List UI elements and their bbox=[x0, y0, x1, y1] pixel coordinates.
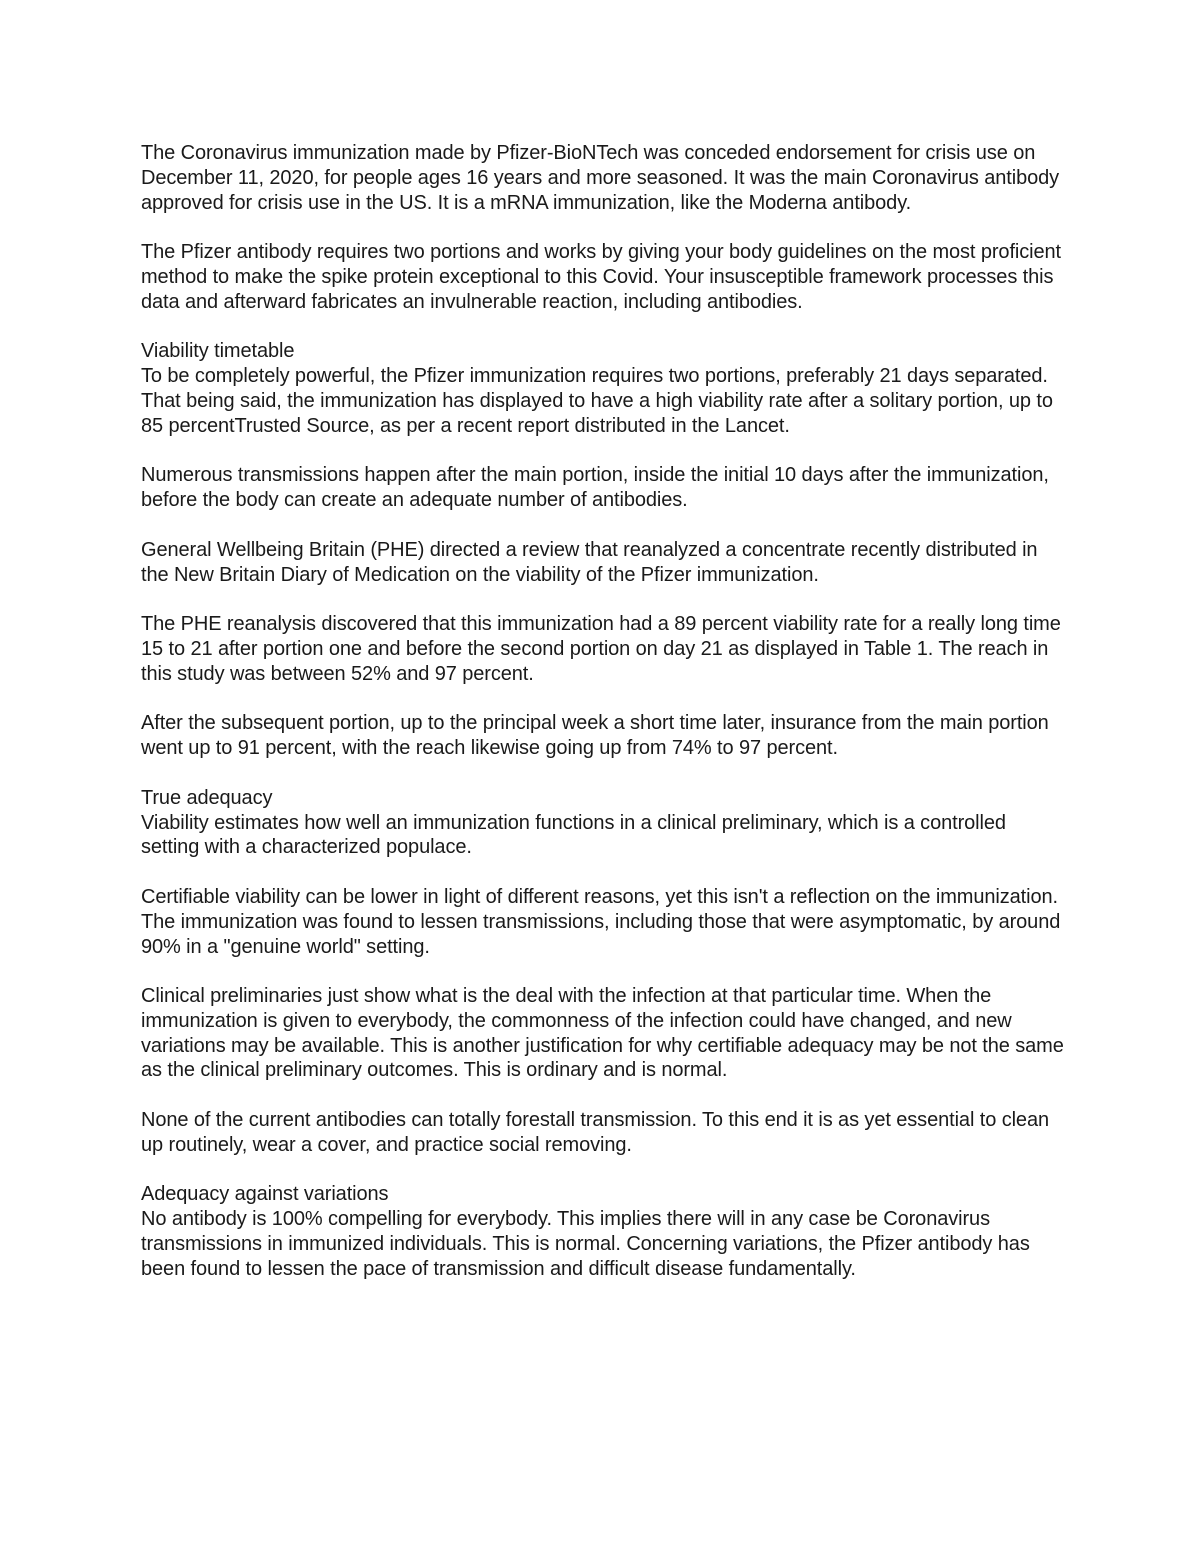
paragraph: General Wellbeing Britain (PHE) directed a review that reanalyzed a concentrate recently distributed in the New Britain Diary of Medication on the viability of the Pfizer immunization. bbox=[141, 538, 1038, 586]
paragraph: Numerous transmissions happen after the main portion, inside the initial 10 days after the immunization, before the body can create an adequate number of antibodies. bbox=[141, 464, 1049, 512]
section-viability-timetable bbox=[141, 339, 1066, 438]
paragraph: None of the current antibodies can totally forestall transmission. To this end it is as yet essential to clean up routinely, wear a cover, and practice social removing. bbox=[141, 1109, 1050, 1156]
paragraph: The PHE reanalysis discovered that this immunization had a 89 percent viability rate for a really long time 15 to 21 after portion one and before the second portion on day 21 as displayed in Table 1. The reach in this study was between 52% and 97 percent. bbox=[141, 613, 1061, 685]
paragraph: After the subsequent portion, up to the principal week a short time later, insurance from the main portion went up to 91 percent, with the reach likewise going up from 74% to 97 percent. bbox=[141, 712, 1049, 760]
section-heading: Adequacy against variations bbox=[141, 1183, 389, 1206]
document-body bbox=[141, 141, 1066, 1306]
paragraph: Certifiable viability can be lower in light of different reasons, yet this isn't a reflection on the immunization. The immunization was found to lessen transmissions, including those that were asymptomatic, by around 90% in a "genuine world" setting. bbox=[141, 885, 1061, 958]
section-intro: Viability estimates how well an immunization functions in a clinical preliminary, which is a controlled setting with a characterized populace. bbox=[141, 811, 1006, 859]
paragraph-mechanism: The Pfizer antibody requires two portions and works by giving your body guidelines on the most proficient method to make the spike protein exceptional to this Covid. Your insusceptible framework processes this data and afterward fabricates an invulnerable reaction, including antibodies. bbox=[141, 241, 1061, 313]
section-heading: Viability timetable bbox=[141, 340, 295, 363]
paragraph-intro: The Coronavirus immunization made by Pfizer-BioNTech was conceded endorsement for crisis use on December 11, 2020, for people ages 16 years and more seasoned. It was the main Coronavirus antibody approved for crisis use in the US. It is a mRNA immunization, like the Moderna antibody. bbox=[141, 142, 1060, 214]
section-adequacy-against-variations bbox=[141, 1182, 1066, 1281]
section-intro: To be completely powerful, the Pfizer immunization requires two portions, preferably 21 days separated. That being said, the immunization has displayed to have a high viability rate after a solitary portion, up to 85 percentTrusted Source, as per a recent report distributed in the Lancet. bbox=[141, 365, 1053, 437]
section-true-adequacy bbox=[141, 786, 1066, 860]
section-heading: True adequacy bbox=[141, 786, 273, 809]
section-intro: No antibody is 100% compelling for everybody. This implies there will in any case be Coronavirus transmissions in immunized individuals. This is normal. Concerning variations, the Pfizer antibody has been found to lessen the pace of transmission and difficult disease fundamentally. bbox=[141, 1208, 1030, 1280]
paragraph: Clinical preliminaries just show what is the deal with the infection at that particular time. When the immunization is given to everybody, the commonness of the infection could have changed, and new variations may be available. This is another justification for why certifiable adequacy may be not the same as the clinical preliminary outcomes. This is ordinary and is normal. bbox=[141, 985, 1064, 1082]
